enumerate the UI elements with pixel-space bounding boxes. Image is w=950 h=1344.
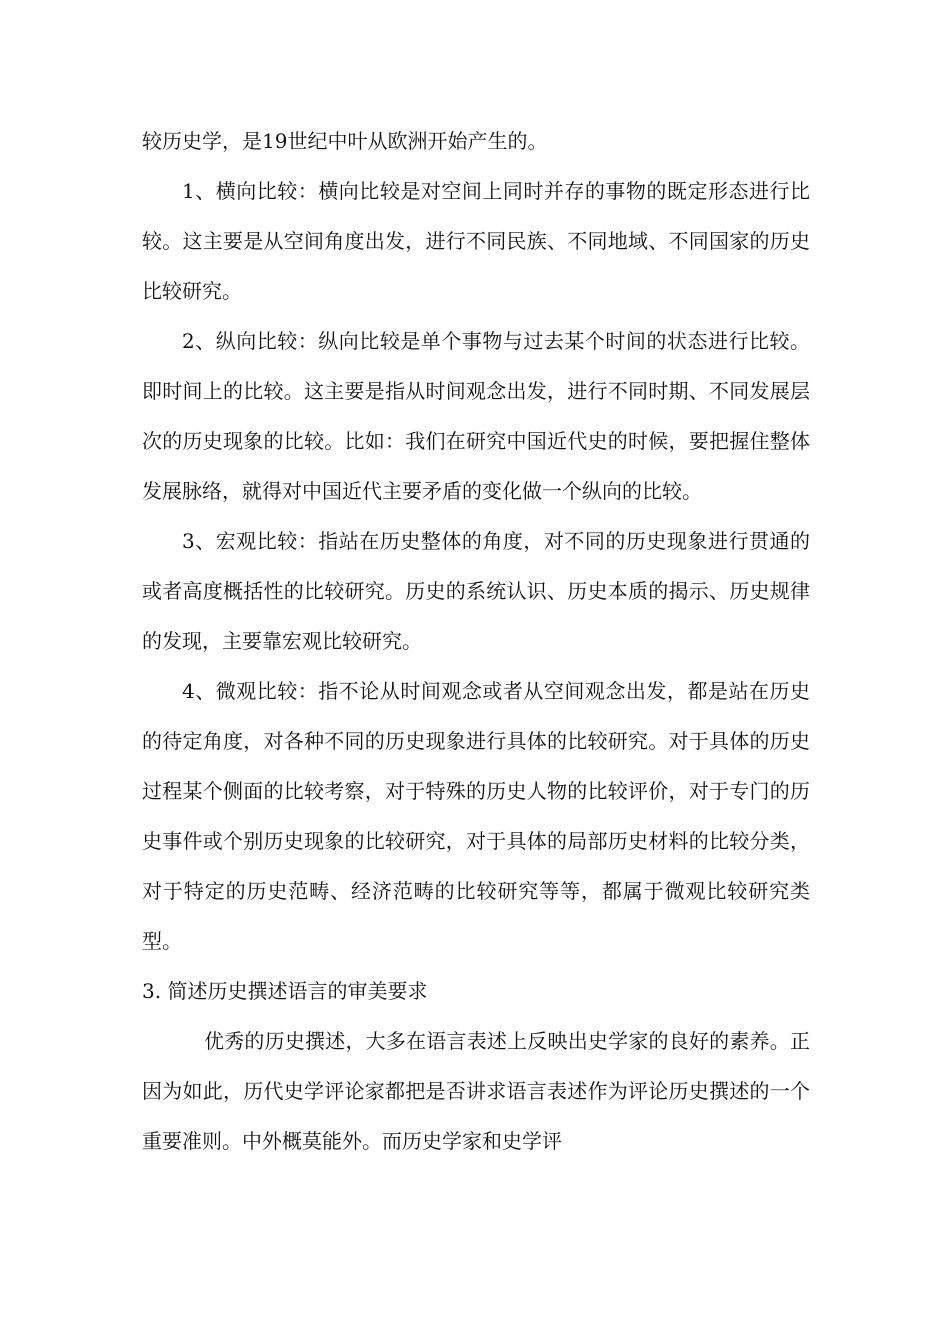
section-heading: 3. 简述历史撰述语言的审美要求 bbox=[142, 979, 428, 1003]
document-body bbox=[142, 116, 810, 1166]
paragraph-continuation: 较历史学，是19世纪中叶从欧洲开始产生的。 bbox=[142, 129, 548, 153]
paragraph-micro-comparison: 4、微观比较：指不论从时间观念或者从空间观念出发，都是站在历史的待定角度，对各种不同的历史现象进行具体的比较研究。对于具体的历史过程某个侧面的比较考察，对于特殊的历史人物的比较评价，对于专门的历史事件或个别历史现象的比较研究，对于具体的局部历史材料的比较分类，对于特定的历史范畴、经济范畴的比较研究等等，都属于微观比较研究类型。 bbox=[142, 679, 810, 953]
paragraph-language-aesthetics: 优秀的历史撰述，大多在语言表述上反映出史学家的良好的素养。正因为如此，历代史学评论家都把是否讲求语言表述作为评论历史撰述的一个重要准则。中外概莫能外。而历史学家和史学评 bbox=[142, 1029, 810, 1153]
paragraph-vertical-comparison: 2、纵向比较：纵向比较是单个事物与过去某个时间的状态进行比较。即时间上的比较。这主要是指从时间观念出发，进行不同时期、不同发展层次的历史现象的比较。比如：我们在研究中国近代史的时候，要把握住整体发展脉络，就得对中国近代主要矛盾的变化做一个纵向的比较。 bbox=[142, 329, 810, 503]
paragraph-horizontal-comparison: 1、横向比较：横向比较是对空间上同时并存的事物的既定形态进行比较。这主要是从空间角度出发，进行不同民族、不同地域、不同国家的历史比较研究。 bbox=[142, 179, 810, 303]
paragraph-macro-comparison: 3、宏观比较：指站在历史整体的角度，对不同的历史现象进行贯通的或者高度概括性的比较研究。历史的系统认识、历史本质的揭示、历史规律的发现，主要靠宏观比较研究。 bbox=[142, 529, 810, 653]
